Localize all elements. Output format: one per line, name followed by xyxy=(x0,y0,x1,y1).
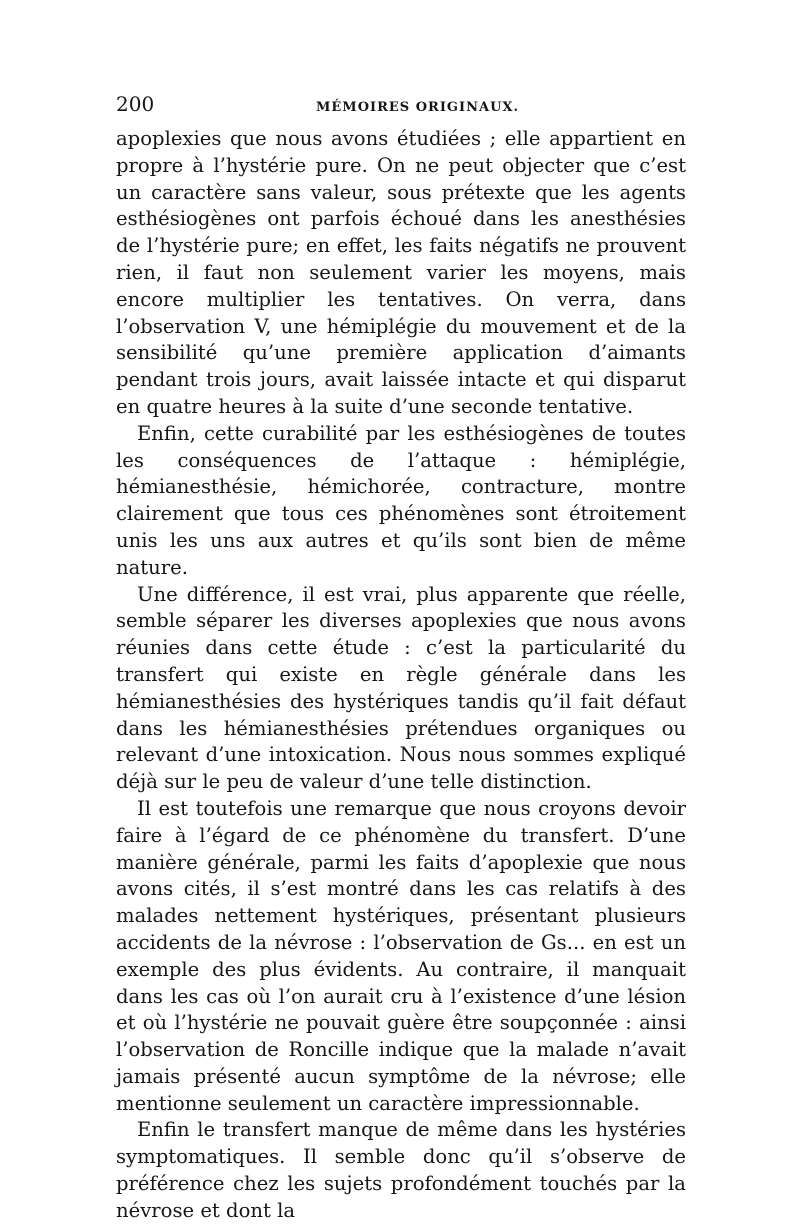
page-header xyxy=(116,92,686,126)
page-number: 200 xyxy=(116,92,155,116)
book-page xyxy=(116,92,686,1225)
body-text xyxy=(116,126,686,1225)
paragraph: Enfin le transfert manque de même dans les hystéries symptomatiques. Il semble donc qu’il s’observe de préférence chez les sujets profondément touchés par la névrose et dont la xyxy=(116,1118,686,1222)
paragraph: Enfin, cette curabilité par les esthésiogènes de toutes les conséquences de l’attaque : hémiplégie, hémianesthésie, hémichorée, contracture, montre clairement que tous ces phénomènes sont étroitement unis les uns aux autres et qu’ils sont bien de même nature. xyxy=(116,421,686,579)
paragraph: Il est toutefois une remarque que nous croyons devoir faire à l’égard de ce phénomène du transfert. D’une manière générale, parmi les faits d’apoplexie que nous avons cités, il s’est montré dans les cas relatifs à des malades nettement hystériques, présentant plusieurs accidents de la névrose : l’observation de Gs... en est un exemple des plus évidents. Au contraire, il manquait dans les cas où l’on aurait cru à l’existence d’une lésion et où l’hystérie ne pouvait guère être soupçonnée : ainsi l’observation de Roncille indique que la malade n’avait jamais présenté aucun symptôme de la névrose; elle mentionne seulement un caractère impressionnable. xyxy=(116,796,686,1115)
running-title: MÉMOIRES ORIGINAUX. xyxy=(316,100,520,115)
paragraph: apoplexies que nous avons étudiées ; elle appartient en propre à l’hystérie pure. On ne peut objecter que c’est un caractère sans valeur, sous prétexte que les agents esthésiogènes ont parfois échoué dans les anesthésies de l’hystérie pure; en effet, les faits négatifs ne prouvent rien, il faut non seulement varier les moyens, mais encore multiplier les tentatives. On verra, dans l’observation V, une hémiplégie du mouvement et de la sensibilité qu’une première application d’aimants pendant trois jours, avait laissée intacte et qui disparut en quatre heures à la suite d’une seconde tentative. xyxy=(116,127,686,418)
paragraph: Une différence, il est vrai, plus apparente que réelle, semble séparer les diverses apoplexies que nous avons réunies dans cette étude : c’est la particularité du transfert qui existe en règle générale dans les hémianesthésies des hystériques tandis qu’il fait défaut dans les hémianesthésies prétendues organiques ou relevant d’une intoxication. Nous nous sommes expliqué déjà sur le peu de valeur d’une telle distinction. xyxy=(116,582,686,794)
